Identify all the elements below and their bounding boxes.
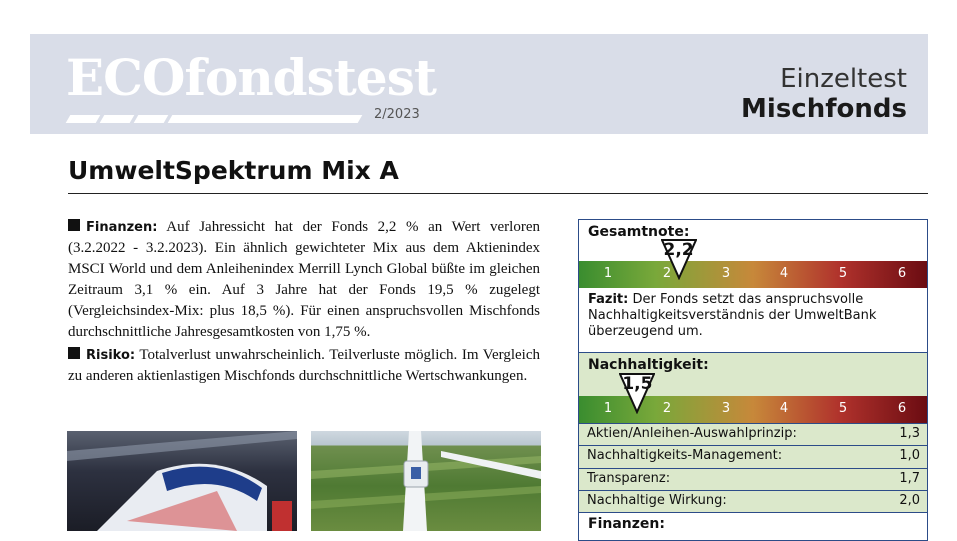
scale-tick-label: 6: [897, 401, 907, 416]
scale-tick-label: 3: [721, 266, 731, 281]
scale-tick-label: 2: [662, 266, 672, 281]
criterion-label: Transparenz:: [587, 471, 671, 486]
divider: [579, 512, 927, 513]
criterion-row: [579, 445, 927, 467]
gesamtnote-scale: [579, 261, 927, 288]
criterion-value: 1,3: [899, 426, 920, 441]
bullet-square-icon: [68, 347, 80, 359]
title-rule: [68, 193, 928, 194]
ecofondstest-logo: ECOfondstest: [66, 48, 436, 107]
fund-title: UmweltSpektrum Mix A: [68, 156, 399, 185]
gesamtnote-marker: [661, 238, 697, 280]
issue-number: 2/2023: [374, 107, 420, 122]
nachhaltigkeit-marker: [619, 372, 655, 414]
scale-tick-label: 1: [603, 401, 613, 416]
wind-turbine-photo: [311, 431, 541, 531]
finanzen-label: Finanzen:: [86, 220, 158, 235]
criterion-value: 1,7: [899, 471, 920, 486]
nachhaltigkeit-value: 1,5: [622, 374, 653, 394]
scale-tick-label: 2: [662, 401, 672, 416]
gesamtnote-value: 2,2: [663, 240, 694, 260]
risiko-paragraph: [68, 345, 540, 387]
test-type: [741, 64, 907, 124]
risiko-label: Risiko:: [86, 348, 136, 363]
criterion-label: Nachhaltige Wirkung:: [587, 493, 727, 508]
test-subtitle: Einzeltest: [780, 64, 907, 94]
header-banner: [30, 34, 928, 134]
scale-tick-label: 6: [897, 266, 907, 281]
scale-tick-label: 4: [779, 266, 789, 281]
divider: [579, 352, 927, 353]
scale-tick-label: 5: [838, 266, 848, 281]
scale-tick-label: 1: [603, 266, 613, 281]
rating-panel: [578, 219, 928, 541]
train-photo: [67, 431, 297, 531]
criterion-value: 1,0: [899, 448, 920, 463]
bullet-square-icon: [68, 219, 80, 231]
finanzen-text: Auf Jahressicht hat der Fonds 2,2 % an Wert verloren (3.2.2022 - 3.2.2023). Ein ähnlich gewichteter Mix aus dem Aktienindex MSCI World und dem Anleihenindex Merrill Lynch Global büßte im gleichen Zeitraum 3,1 % ein. Auf 3 Jahre hat der Fonds 19,5 % zugelegt (Vergleichsindex-Mix: plus 18,5 %). Für einen anspruchsvollen Mischfonds durchschnittliche Jahresgesamtkosten von 1,75 %.: [68, 219, 540, 340]
gesamtnote-label: Gesamtnote:: [588, 224, 690, 240]
logo-stripes: [68, 108, 364, 127]
criterion-row: [579, 468, 927, 490]
scale-tick-label: 3: [721, 401, 731, 416]
scale-tick-label: 5: [838, 401, 848, 416]
criterion-row: [579, 423, 927, 445]
criterion-label: Nachhaltigkeits-Management:: [587, 448, 783, 463]
criterion-value: 2,0: [899, 493, 920, 508]
fazit-text: Der Fonds setzt das anspruchsvolle Nachhaltigkeitsverständnis der UmweltBank überzeugend um.: [588, 292, 877, 339]
finanzen-panel-label: Finanzen:: [588, 516, 665, 532]
criterion-row: [579, 490, 927, 512]
fazit: [588, 292, 920, 340]
criterion-label: Aktien/Anleihen-Auswahlprinzip:: [587, 426, 797, 441]
test-category: Mischfonds: [741, 94, 907, 124]
finanzen-paragraph: [68, 217, 540, 343]
scale-tick-label: 4: [779, 401, 789, 416]
nachhaltigkeit-label: Nachhaltigkeit:: [588, 357, 709, 373]
risiko-text: Totalverlust unwahrscheinlich. Teilverluste möglich. Im Vergleich zu anderen aktienlastigen Mischfonds durchschnittliche Wertschwankungen.: [68, 347, 540, 384]
fazit-label: Fazit:: [588, 292, 629, 307]
